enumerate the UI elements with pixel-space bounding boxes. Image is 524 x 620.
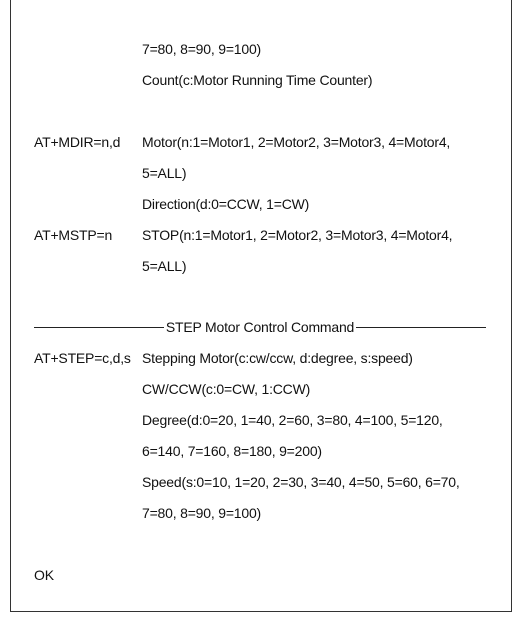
ok-response: OK [34,567,54,583]
mdir-motor-description-cont: 5=ALL) [142,165,187,181]
separator-dash-left [34,327,164,328]
count-description: Count(c:Motor Running Time Counter) [142,72,373,88]
speed-values-continuation: 7=80, 8=90, 9=100) [142,41,262,57]
step-speed-description-cont: 7=80, 8=90, 9=100) [142,505,262,521]
mstp-stop-description: STOP(n:1=Motor1, 2=Motor2, 3=Motor3, 4=Motor4, [142,227,453,243]
step-cwccw-description: CW/CCW(c:0=CW, 1:CCW) [142,381,311,397]
mdir-direction-description: Direction(d:0=CCW, 1=CW) [142,196,310,212]
section-separator [34,318,486,336]
section-title: STEP Motor Control Command [165,319,355,335]
step-degree-description: Degree(d:0=20, 1=40, 2=60, 3=80, 4=100, 5=120, [142,412,443,428]
mdir-motor-description: Motor(n:1=Motor1, 2=Motor2, 3=Motor3, 4=Motor4, [142,134,451,150]
mstp-stop-description-cont: 5=ALL) [142,258,187,274]
mstp-command: AT+MSTP=n [34,227,113,243]
step-speed-description: Speed(s:0=10, 1=20, 2=30, 3=40, 4=50, 5=60, 6=70, [142,474,460,490]
step-motor-description: Stepping Motor(c:cw/ccw, d:degree, s:speed) [142,350,413,366]
separator-dash-right [356,327,486,328]
step-command: AT+STEP=c,d,s [34,350,131,366]
mdir-command: AT+MDIR=n,d [34,134,121,150]
step-degree-description-cont: 6=140, 7=160, 8=180, 9=200) [142,443,322,459]
